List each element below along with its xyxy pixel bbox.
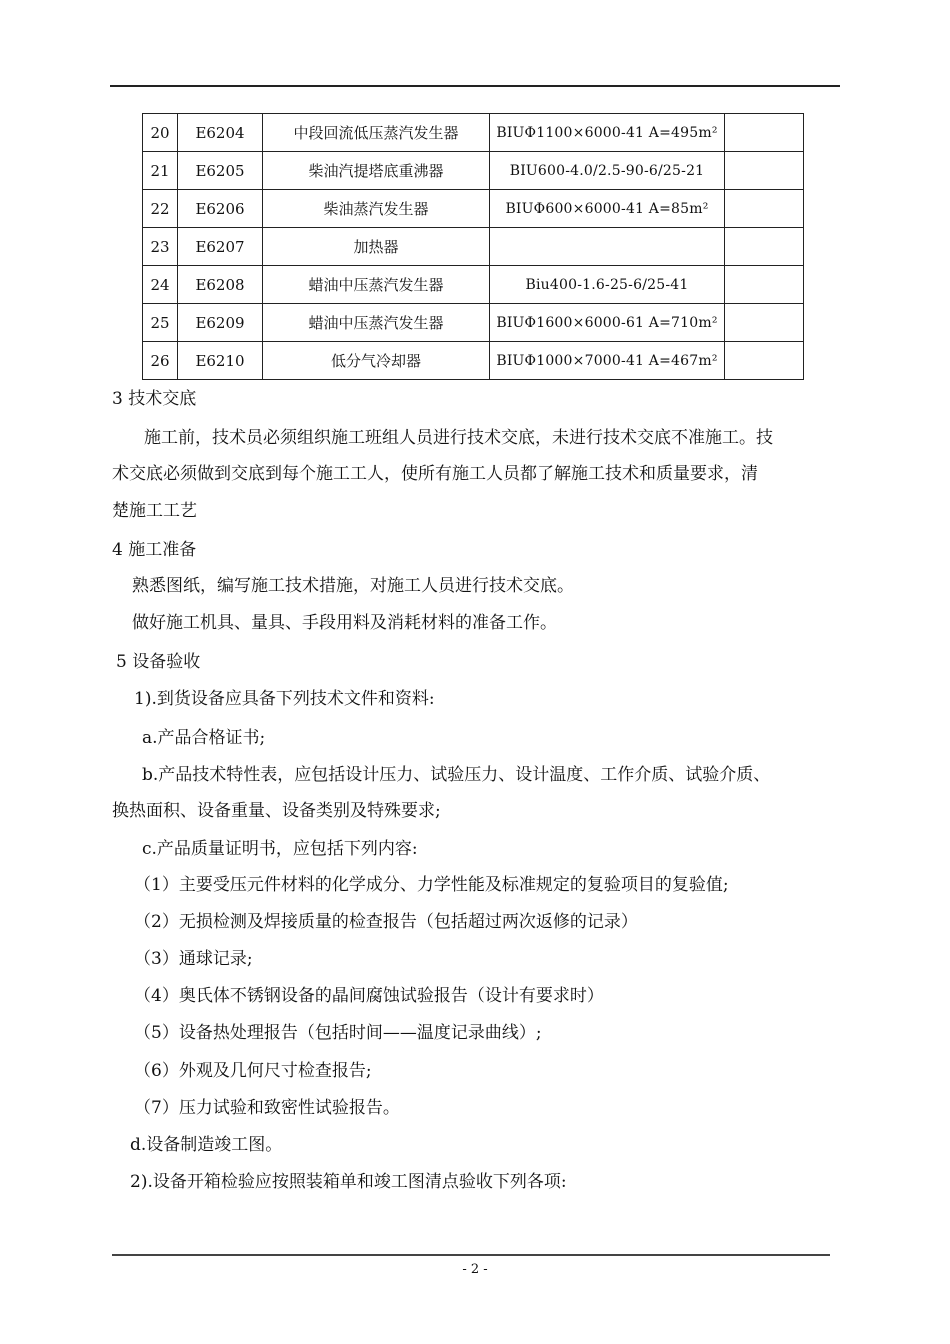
table-row (143, 114, 804, 152)
remark-cell (725, 304, 804, 342)
list-item: （7）压力试验和致密性试验报告。 (134, 1098, 400, 1118)
equipment-spec: Biu400-1.6-25-6/25-41 (490, 266, 725, 304)
list-item: d.设备制造竣工图。 (130, 1135, 283, 1155)
equipment-tag: E6208 (178, 266, 263, 304)
equipment-tag: E6206 (178, 190, 263, 228)
row-number: 23 (143, 228, 178, 266)
row-number: 21 (143, 152, 178, 190)
equipment-tag: E6205 (178, 152, 263, 190)
list-item: 换热面积、设备重量、设备类别及特殊要求; (112, 801, 441, 821)
row-number: 25 (143, 304, 178, 342)
remark-cell (725, 152, 804, 190)
list-item: （1）主要受压元件材料的化学成分、力学性能及标准规定的复验项目的复验值; (134, 875, 729, 895)
paragraph-line: 熟悉图纸，编写施工技术措施，对施工人员进行技术交底。 (132, 576, 574, 596)
list-item: （3）通球记录; (134, 949, 253, 969)
table-row (143, 190, 804, 228)
section-3-heading: 3 技术交底 (112, 389, 197, 409)
section-5-heading: 5 设备验收 (116, 652, 201, 672)
equipment-name: 中段回流低压蒸汽发生器 (263, 114, 490, 152)
header-rule (110, 85, 840, 87)
list-item: 2).设备开箱检验应按照装箱单和竣工图清点验收下列各项: (130, 1172, 567, 1192)
paragraph-line: 楚施工工艺 (112, 501, 197, 521)
table-row (143, 152, 804, 190)
row-number: 26 (143, 342, 178, 380)
list-item: （5）设备热处理报告（包括时间——温度记录曲线）; (134, 1023, 542, 1043)
footer-rule (112, 1254, 830, 1256)
remark-cell (725, 114, 804, 152)
equipment-tag: E6204 (178, 114, 263, 152)
list-item: （6）外观及几何尺寸检查报告; (134, 1061, 372, 1081)
equipment-spec: BIU600-4.0/2.5-90-6/25-21 (490, 152, 725, 190)
paragraph-line: 施工前，技术员必须组织施工班组人员进行技术交底，未进行技术交底不准施工。技 (144, 428, 773, 448)
equipment-tag: E6209 (178, 304, 263, 342)
list-item: b.产品技术特性表，应包括设计压力、试验压力、设计温度、工作介质、试验介质、 (142, 765, 771, 785)
page-number: - 2 - (462, 1262, 488, 1277)
table-row (143, 266, 804, 304)
equipment-name: 蜡油中压蒸汽发生器 (263, 266, 490, 304)
row-number: 24 (143, 266, 178, 304)
table-row (143, 304, 804, 342)
equipment-spec (490, 228, 725, 266)
equipment-spec: BIUΦ600×6000-41 A=85m² (490, 190, 725, 228)
paragraph-line: 做好施工机具、量具、手段用料及消耗材料的准备工作。 (132, 613, 557, 633)
remark-cell (725, 342, 804, 380)
equipment-name: 柴油汽提塔底重沸器 (263, 152, 490, 190)
row-number: 20 (143, 114, 178, 152)
remark-cell (725, 228, 804, 266)
section-4-heading: 4 施工准备 (112, 540, 197, 560)
equipment-spec: BIUΦ1000×7000-41 A=467m² (490, 342, 725, 380)
list-item: a.产品合格证书; (142, 728, 266, 748)
equipment-table (142, 113, 804, 380)
row-number: 22 (143, 190, 178, 228)
equipment-name: 蜡油中压蒸汽发生器 (263, 304, 490, 342)
equipment-spec: BIUΦ1600×6000-61 A=710m² (490, 304, 725, 342)
equipment-name: 加热器 (263, 228, 490, 266)
table-row (143, 228, 804, 266)
equipment-tag: E6207 (178, 228, 263, 266)
list-item: c.产品质量证明书，应包括下列内容: (142, 839, 418, 859)
equipment-name: 低分气冷却器 (263, 342, 490, 380)
remark-cell (725, 266, 804, 304)
equipment-spec: BIUΦ1100×6000-41 A=495m² (490, 114, 725, 152)
equipment-tag: E6210 (178, 342, 263, 380)
table-row (143, 342, 804, 380)
list-item: （2）无损检测及焊接质量的检查报告（包括超过两次返修的记录） (134, 912, 638, 932)
list-item: 1).到货设备应具备下列技术文件和资料: (134, 689, 435, 709)
remark-cell (725, 190, 804, 228)
list-item: （4）奥氏体不锈钢设备的晶间腐蚀试验报告（设计有要求时） (134, 986, 604, 1006)
paragraph-line: 术交底必须做到交底到每个施工工人，使所有施工人员都了解施工技术和质量要求，清 (112, 464, 758, 484)
equipment-name: 柴油蒸汽发生器 (263, 190, 490, 228)
